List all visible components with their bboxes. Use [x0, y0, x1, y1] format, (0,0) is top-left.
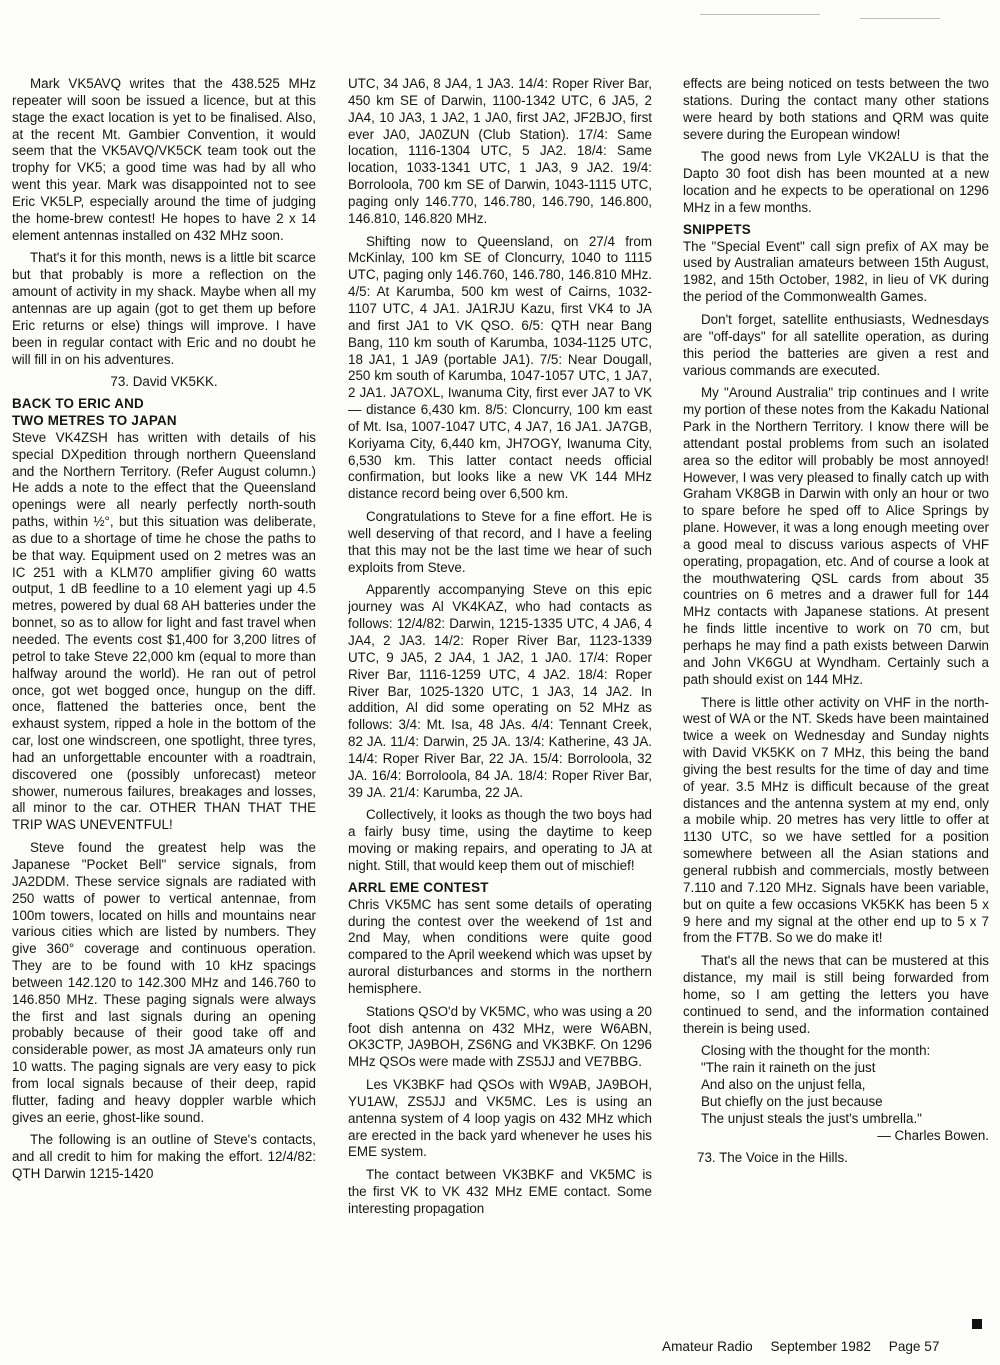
signature: 73. David VK5KK.: [110, 374, 218, 390]
page-footer: [662, 1338, 992, 1356]
column-2: [348, 76, 652, 1336]
section-heading-line2: TWO METRES TO JAPAN: [12, 413, 177, 429]
paragraph: The contact between VK3BKF and VK5MC is the first VK to VK 432 MHz EME contact. Some interesting propagation: [348, 1167, 652, 1216]
footer-issue-date: September 1982: [770, 1339, 871, 1354]
section-heading: ARRL EME CONTEST: [348, 879, 489, 895]
end-of-article-mark: [972, 1319, 982, 1329]
paragraph: Shifting now to Queensland, on 27/4 from McKinlay, 100 km SE of Cloncurry, 1040 to 1115 UTC, paging only 146.760, 146.780, 146.810 MHz. 4/5: At Karumba, 500 km west of Cairns, 1032-1107 UTC, 4 JA1. JA1RJU Kazu, first VK4 to JA and first JA1 to VK QSO. 6/5: QTH near Bang Bang, 110 km south of Karumba, 1034-1125 UTC, 18 JA1, 1 JA9 (portable JA1). 7/5: Near Dougall, 250 km south of Karumba, 1047-1057 UTC, 1 JA7, 2 JA1. JA7OXL, Iwanuma City, first ever JA7 to VK — distance 6,430 km. 8/5: Cloncurry, 100 km east of Mt. Isa, 1007-1047 UTC, 4 JA7, 16 JA1. JA7GB, Koriyama City, 6,440 km, JH7OGY, Iwanuma City, 6,530 km. This latter contact needs official confirmation, but looks like a new VK 144 MHz distance record being over 6,500 km.: [348, 233, 652, 502]
paragraph: Don't forget, satellite enthusiasts, Wednesdays are "off-days" for all satellite operation, as during this period the batteries are given a rest and various commands are executed.: [683, 311, 989, 378]
paragraph: That's it for this month, news is a little bit scarce but that probably is more a reflection on the amount of activity in my shack. Maybe when all my antennas are up again (got to get them up before Eric returns or else) things will improve. I have been in regular contact with Eric and no doubt he will fill in on his adventures.: [12, 250, 316, 367]
paragraph: UTC, 34 JA6, 8 JA4, 1 JA3. 14/4: Roper River Bar, 450 km SE of Darwin, 1100-1342 UTC, 6 JA5, 2 JA4, 10 JA3, 1 JA2, 1 JA0, first JA2, JF2BJO, first ever JA0, JA0ZUN (Club Station). 17/4: Same location, 1116-1304 UTC, 5 JA2. 18/4: Same location, 1033-1341 UTC, 1 JA3, 9 JA2. 19/4: Borroloola, 700 km SE of Darwin, 1043-1115 UTC, paging only 146.770, 146.780, 146.790, 146.800, 146.810, 146.820 MHz.: [348, 76, 652, 226]
column-3: [683, 76, 989, 1336]
paragraph: Steve found the greatest help was the Japanese "Pocket Bell" service signals, from JA2DDM. These service signals are radiated with 250 watts of power to vertical antennae, from 100m towers, located on hills and mountains near various cities which are listed by numbers. They give 360° coverage and continuous operation. They are to be found with 10 kHz spacings between 142.120 to 142.300 MHz and 146.760 to 146.850 MHz. These paging signals were always the first and last signals during an opening probably because of their good take off and considerable power, as most JA amateurs only run 10 watts. The paging signals are very easy to pick from local signals because of their deep, rapid flutter, fading and heavy doppler warble which gives an eerie, ghost-like sound.: [12, 840, 316, 1125]
scan-artifact-line: [860, 18, 940, 19]
paragraph: Chris VK5MC has sent some details of operating during the contest over the weekend of 1st and 2nd May, when conditions were quite good compared to the April weekend which was upset by auroral disturbances and storms in the northern hemisphere.: [348, 896, 652, 996]
paragraph: Closing with the thought for the month:: [701, 1043, 931, 1059]
paragraph: effects are being noticed on tests between the two stations. During the contact many other stations were heard by both stations and QRM was quite severe during the European window!: [683, 76, 989, 142]
paragraph: Apparently accompanying Steve on this epic journey was Al VK4KAZ, who had contacts as follows: 12/4/82: Darwin, 1215-1335 UTC, 4 JA6, 4 JA4, 2 JA3. 14/2: Roper River Bar, 1123-1339 UTC, 9 JA5, 2 JA4, 1 JA2, 1 JA0. 17/4: Roper River Bar, 1116-1259 UTC, 4 JA2. 18/4: Roper River Bar, 1025-1320 UTC, 1 JA3, 14 JA2. In addition, Al did some operating on 52 MHz as follows: 3/4: Mt. Isa, 48 JAs. 4/4: Tennant Creek, 82 JA. 11/4: Darwin, 25 JA. 13/4: Katherine, 43 JA. 14/4: Roper River Bar, 22 JA. 15/4: Borroloola, 32 JA. 16/4: Borroloola, 84 JA. 18/4: Roper River Bar, 39 JA. 21/4: Karumba, 22 JA.: [348, 582, 652, 800]
paragraph: There is little other activity on VHF in the north-west of WA or the NT. Skeds have been maintained twice a week on Wednesday and Sunday nights with David VK5KK on 7 MHz, this being the band giving the best results for the time of day and time of year. 3.5 MHz is difficult because of the great distances and the antenna system at my end, only a mobile whip. 20 metres has very little to offer at 1130 UTC, so we have settled for a position somewhere between all the Asian stations and general rubbish and commercials, mostly between 7.110 and 7.120 MHz. Signals have been variable, but on quite a few occasions VK5KK has been 5 x 9 here and my signal at the other end up to 5 x 7 from the FT7B. So we do make it!: [683, 694, 989, 946]
poem-line: And also on the unjust fella,: [701, 1077, 866, 1093]
closing-signature: 73. The Voice in the Hills.: [697, 1150, 848, 1166]
poem-line: The unjust steals the just's umbrella.": [701, 1110, 922, 1126]
paragraph: Mark VK5AVQ writes that the 438.525 MHz repeater will soon be issued a licence, but at this stage the exact location is yet to be finalised. Also, at the recent Mt. Gambier Convention, it would seem that the VK5AVQ/VK5CK team took out the trophy for VK5; a good time was had by all who went this year. Mark was disappointed not to see Eric VK5LP, especially around the time of judging the home-brew contest! He hopes to have 2 x 14 element antennas installed on 432 MHz soon.: [12, 76, 316, 243]
footer-magazine-name: Amateur Radio: [662, 1339, 753, 1354]
poem-line: But chiefly on the just because: [701, 1093, 883, 1109]
footer-page-number: Page 57: [888, 1339, 940, 1354]
poem-attribution: — Charles Bowen.: [877, 1127, 989, 1143]
section-heading: SNIPPETS: [683, 221, 751, 237]
paragraph: My "Around Australia" trip continues and I write my portion of these notes from the Kakadu National Park in the Northern Territory. I know there will be attendant postal problems from such an isolated area so the editor will probably be most annoyed! However, I was very pleased to finally catch up with Graham VK8GB in Darwin with only an hour or two to spare before he sped off to Alice Springs by plane. However, it was a long enough meeting over a good meal to discuss various aspects of VHF operating, propagation, etc. And of course a look at the mouthwatering QSL cards from about 35 countries on 6 metres and a drawer full for 144 MHz contacts with Japanese stations. At present he finds little incentive to work on 70 cm, but perhaps he may find a path exists between Darwin and John VK6GU at Wyndham. Certainly such a path should exist on 144 MHz.: [683, 385, 989, 687]
paragraph: Les VK3BKF had QSOs with W9AB, JA9BOH, YU1AW, ZS5JJ and VK5MC. Les is using an antenna system of 4 loop yagis on 432 MHz which are erected in the back yard whenever he uses his EME system.: [348, 1077, 652, 1160]
paragraph: Stations QSO'd by VK5MC, who was using a 20 foot dish antenna on 432 MHz, were W6ABN, OK3CTP, JA9BOH, ZS6NG and VK3BKF. On 1296 MHz QSOs were made with ZS5JJ and VE7BBG.: [348, 1003, 652, 1070]
paragraph: The good news from Lyle VK2ALU is that the Dapto 30 foot dish has been mounted at a new location and he expects to be operational on 1296 MHz in a few months.: [683, 149, 989, 215]
paragraph: Congratulations to Steve for a fine effort. He is well deserving of that record, and I have a feeling that this may not be the last time we hear of such exploits from Steve.: [348, 509, 652, 575]
poem: [683, 1060, 989, 1127]
paragraph: That's all the news that can be mustered at this distance, my mail is still being forwarded from home, so I am getting the letters you have continued to send, and the information contained therein is being used.: [683, 953, 989, 1036]
paragraph: The "Special Event" call sign prefix of AX may be used by Australian amateurs between 15th August, 1982, and 15th October, 1982, in lieu of VK during the period of the Commonwealth Games.: [683, 238, 989, 305]
paragraph: The following is an outline of Steve's contacts, and all credit to him for making the effort. 12/4/82: QTH Darwin 1215-1420: [12, 1132, 316, 1182]
column-1: [12, 76, 316, 1336]
poem-line: "The rain it raineth on the just: [701, 1060, 876, 1076]
paragraph: Steve VK4ZSH has written with details of his special DXpedition through northern Queensland and the Northern Territory. (Refer August column.) He adds a note to the effect that the Queensland openings were all nearly perfectly north-south paths, within ½°, but this situation was deliberate, as due to a shortage of time he chose the paths to be that way. Equipment used on 2 metres was an IC 251 with a KLM70 amplifier giving 60 watts output, 1 dB feedline to a 10 element yagi up 4.5 metres, powered by dual 68 AH batteries under the bonnet, so as to allow for light and fast travel when needed. The events cost $1,400 for 3,200 litres of petrol to take Steve 22,000 km (equal to more than halfway around the world). He ran out of petrol once, got wet bogged once, hungup on the diff. once, flattened the batteries once, bent the exhaust system, ripped a hole in the bottom of the car, lost one windscreen, one spotlight, three tyres, had an unforgettable encounter with a roadtrain, discovered one (possibly unforecast) meteor shower, numerous failures, breakages and losses, all minor to the car. OTHER THAN THAT THE TRIP WAS UNEVENTFUL!: [12, 429, 316, 833]
scan-artifact-line: [700, 14, 820, 15]
paragraph: Collectively, it looks as though the two boys had a fairly busy time, using the daytime to keep moving or making repairs, and operating to JA at night. Still, that would keep them out of mischief!: [348, 807, 652, 873]
section-heading-line1: BACK TO ERIC AND: [12, 396, 144, 412]
